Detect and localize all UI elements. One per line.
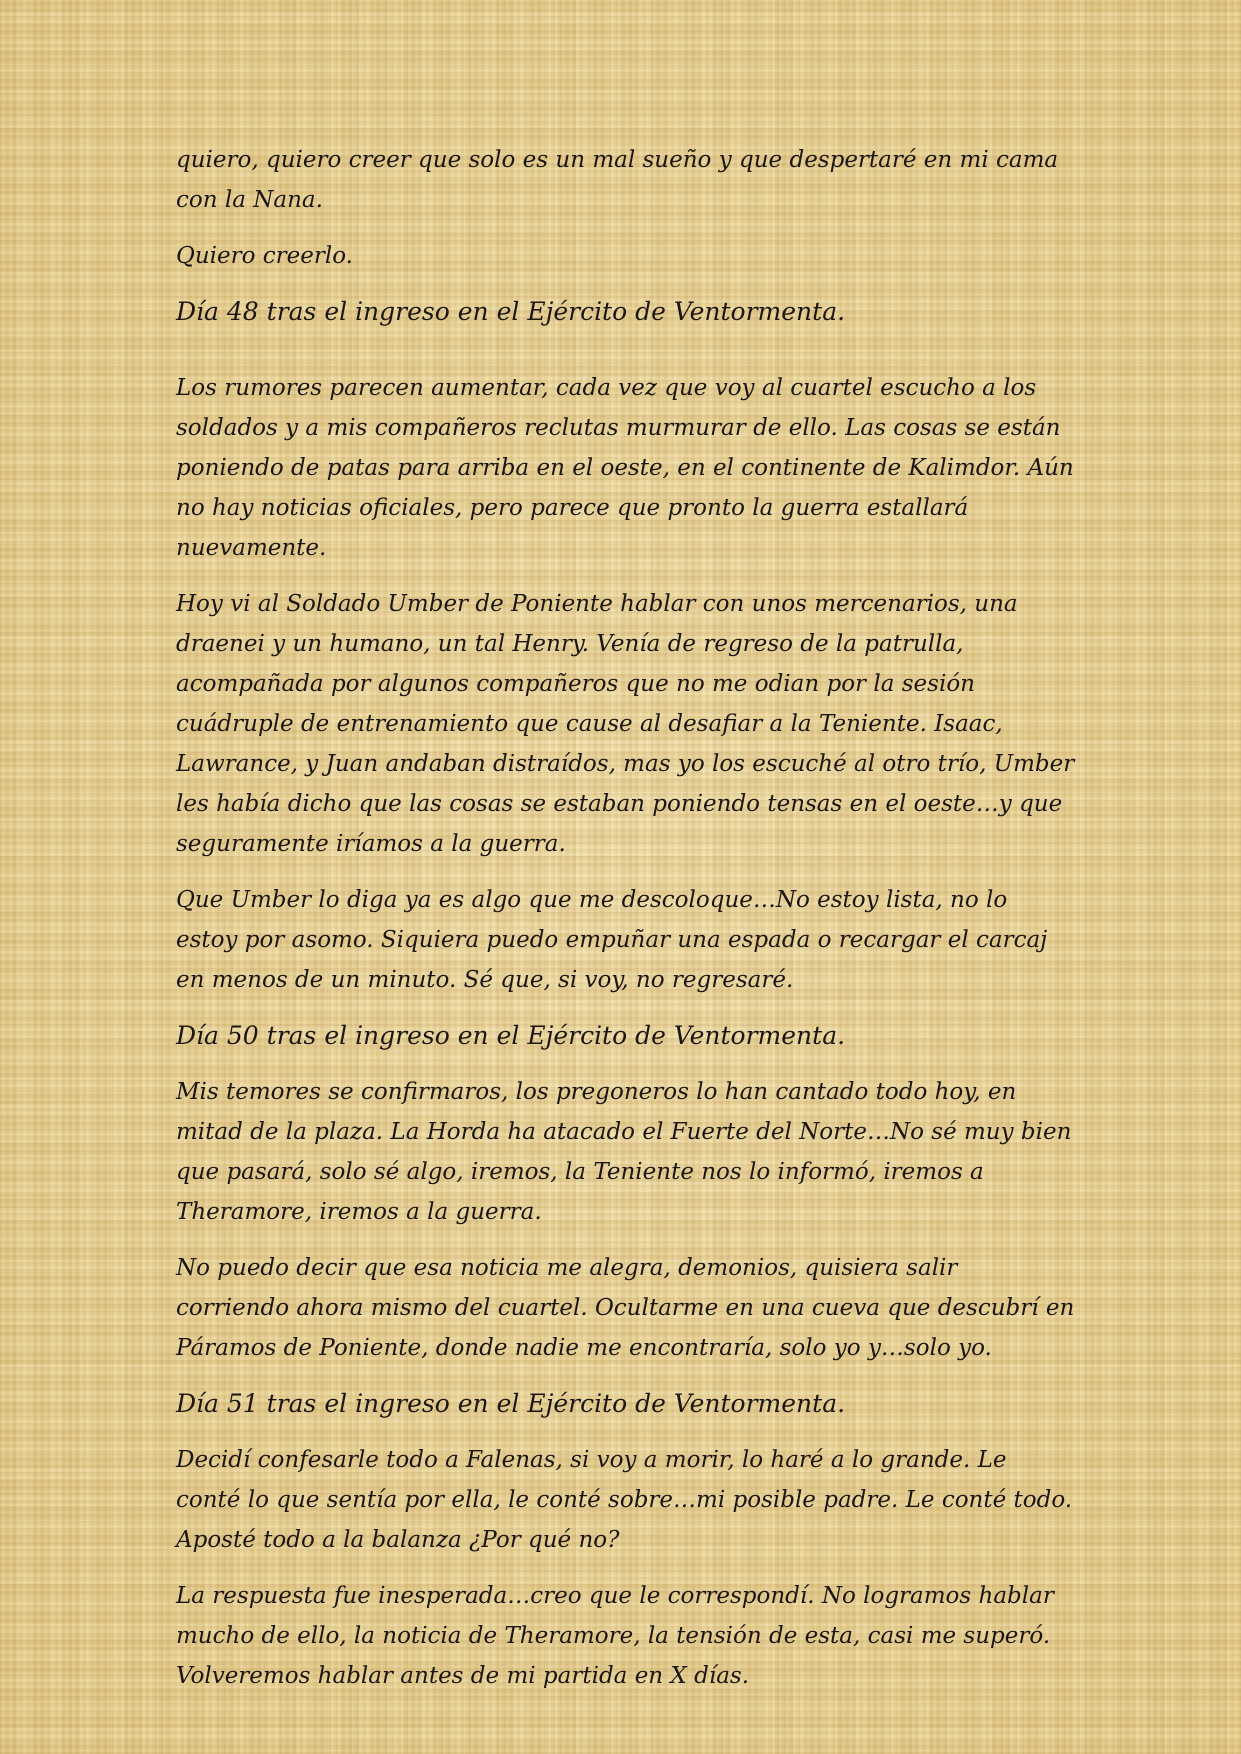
diary-page xyxy=(176,140,1076,1712)
paragraph: quiero, quiero creer que solo es un mal sueño y que despertaré en mi cama con la Nana. xyxy=(176,147,1059,213)
entry-heading: Día 48 tras el ingreso en el Ejército de Ventormenta. xyxy=(176,297,846,326)
paragraph: Decidí confesarle todo a Falenas, si voy a morir, lo haré a lo grande. Le conté lo que sentía por ella, le conté sobre…mi posible padre. Le conté todo. Aposté todo a la balanza ¿Por qué no? xyxy=(176,1447,1073,1553)
paragraph: La respuesta fue inesperada…creo que le correspondí. No logramos hablar mucho de ello, la noticia de Theramore, la tensión de esta, casi me superó. Volveremos hablar antes de mi partida en X días. xyxy=(176,1583,1054,1689)
paragraph: Los rumores parecen aumentar, cada vez que voy al cuartel escucho a los soldados y a mis compañeros reclutas murmurar de ello. Las cosas se están poniendo de patas para arriba en el oeste, en el continente de Kalimdor. Aún no hay noticias oficiales, pero parece que pronto la guerra estallará nuevamente. xyxy=(176,375,1074,561)
paragraph: Que Umber lo diga ya es algo que me descoloque…No estoy lista, no lo estoy por asomo. Siquiera puedo empuñar una espada o recargar el carcaj en menos de un minuto. Sé que, si voy, no regresaré. xyxy=(176,887,1048,993)
entry-heading: Día 50 tras el ingreso en el Ejército de Ventormenta. xyxy=(176,1021,846,1050)
paragraph: No puedo decir que esa noticia me alegra, demonios, quisiera salir corriendo ahora mismo del cuartel. Ocultarme en una cueva que descubrí en Páramos de Poniente, donde nadie me encontraría, solo yo y…solo yo. xyxy=(176,1255,1075,1361)
paragraph: Quiero creerlo. xyxy=(176,243,353,269)
paragraph: Mis temores se confirmaros, los pregoneros lo han cantado todo hoy, en mitad de la plaza. La Horda ha atacado el Fuerte del Norte…No sé muy bien que pasará, solo sé algo, iremos, la Teniente nos lo informó, iremos a Theramore, iremos a la guerra. xyxy=(176,1079,1072,1225)
entry-heading: Día 51 tras el ingreso en el Ejército de Ventormenta. xyxy=(176,1389,846,1418)
paragraph: Hoy vi al Soldado Umber de Poniente hablar con unos mercenarios, una draenei y un humano, un tal Henry. Venía de regreso de la patrulla, acompañada por algunos compañeros que no me odian por la sesión cuádruple de entrenamiento que cause al desafiar a la Teniente. Isaac, Lawrance, y Juan andaban distraídos, mas yo los escuché al otro trío, Umber les había dicho que las cosas se estaban poniendo tensas en el oeste…y que seguramente iríamos a la guerra. xyxy=(176,591,1075,857)
